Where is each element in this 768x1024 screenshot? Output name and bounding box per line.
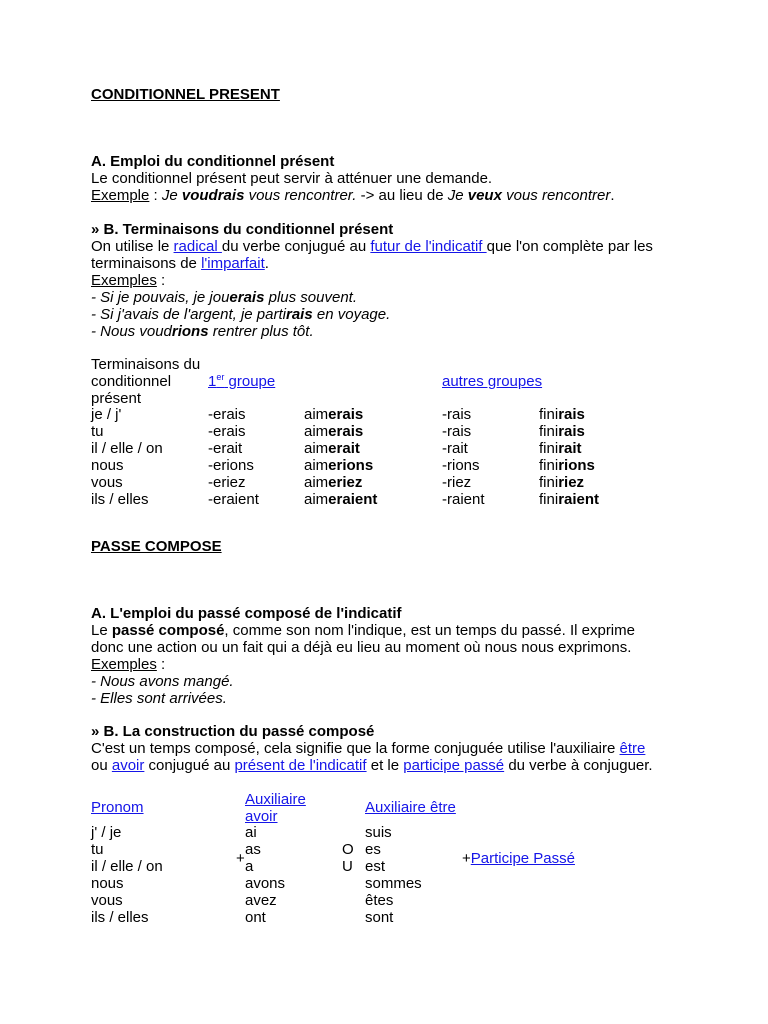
table-cell: vous	[91, 892, 123, 909]
text: :	[156, 272, 166, 289]
text: Auxiliaire	[245, 791, 306, 808]
table-cell: j' / je	[91, 824, 122, 841]
text: rais	[558, 406, 585, 423]
text: - Si je pouvais, je jou	[91, 289, 230, 306]
pronom-link[interactable]: Pronom	[91, 799, 144, 816]
text: 1	[208, 373, 217, 390]
table-cell: ont	[245, 909, 266, 926]
table-cell	[304, 474, 377, 491]
text: aim	[304, 423, 329, 440]
table-cell: -rais	[442, 406, 472, 423]
pronoun-column	[91, 824, 163, 926]
text: .	[610, 187, 615, 204]
table-cell: nous	[91, 457, 124, 474]
table-cell: je / j'	[91, 406, 122, 423]
paragraph	[91, 622, 635, 639]
text: rais	[286, 306, 313, 323]
paragraph	[91, 238, 653, 255]
text: du verbe conjugué au	[221, 238, 371, 255]
example-line: - Nous avons mangé.	[91, 673, 234, 690]
text: vous rencontrer	[501, 187, 611, 204]
text: rions	[171, 323, 209, 340]
pronoun-column	[91, 406, 163, 508]
present-indicatif-link[interactable]: présent de l'indicatif	[234, 757, 367, 774]
text: veux	[467, 187, 502, 204]
text: présent	[91, 390, 142, 407]
table-cell	[304, 491, 377, 508]
text: fini	[539, 423, 559, 440]
table-header-terminaisons	[91, 356, 200, 407]
heading-conditionnel-present: CONDITIONNEL PRESENT	[91, 86, 280, 103]
table-cell	[539, 440, 599, 457]
text: :	[156, 656, 166, 673]
text: fini	[539, 474, 559, 491]
text: raient	[558, 491, 600, 508]
text: U	[342, 858, 353, 875]
text: :	[149, 187, 162, 204]
text: et le	[366, 757, 404, 774]
table-cell: avez	[245, 892, 277, 909]
text: eriez	[328, 474, 363, 491]
examples-label: Exemples	[91, 272, 157, 289]
heading-passe-compose: PASSE COMPOSE	[91, 538, 222, 555]
text: erais	[229, 289, 265, 306]
text: fini	[539, 491, 559, 508]
section-title: » B. Terminaisons du conditionnel présent	[91, 221, 394, 238]
section-a-passe-compose	[91, 605, 635, 707]
text: aim	[304, 491, 329, 508]
table-cell	[304, 440, 377, 457]
table-cell: tu	[91, 423, 104, 440]
autres-groupes-link[interactable]: autres groupes	[442, 373, 543, 390]
example-line	[91, 187, 615, 204]
text: passé composé	[111, 622, 225, 639]
text: rais	[558, 423, 585, 440]
etre-column	[365, 824, 422, 926]
auxiliaire-etre-link[interactable]: Auxiliaire être	[365, 799, 456, 816]
text: que l'on complète par les	[486, 238, 653, 255]
example-line	[91, 323, 653, 340]
ending-group1-column	[208, 406, 259, 508]
text: plus souvent.	[264, 289, 358, 306]
table-cell: il / elle / on	[91, 858, 163, 875]
table-cell: nous	[91, 875, 124, 892]
table-cell: -rais	[442, 423, 472, 440]
text: .	[264, 255, 269, 272]
text: voudrais	[181, 187, 245, 204]
text: aim	[304, 474, 329, 491]
auxiliaire-avoir-link[interactable]	[245, 791, 306, 825]
table-cell	[304, 406, 377, 423]
table-cell	[304, 457, 377, 474]
table-cell: vous	[91, 474, 123, 491]
example-label: Exemple	[91, 187, 150, 204]
table-cell: -erions	[208, 457, 254, 474]
text: On utilise le	[91, 238, 174, 255]
example-line	[91, 306, 653, 323]
text: rentrer plus tôt.	[208, 323, 314, 340]
participe-passe-table-link[interactable]: Participe Passé	[470, 850, 575, 867]
text: O	[342, 841, 354, 858]
etre-link[interactable]: être	[619, 740, 646, 757]
table-cell: a	[245, 858, 254, 875]
text: fini	[539, 440, 559, 457]
text: riez	[558, 474, 585, 491]
paragraph: Le conditionnel présent peut servir à atténuer une demande.	[91, 170, 493, 187]
text: eraient	[328, 491, 378, 508]
premier-groupe-link[interactable]	[208, 373, 275, 390]
text: fini	[539, 406, 559, 423]
table-cell	[539, 474, 599, 491]
avoir-link[interactable]: avoir	[111, 757, 145, 774]
avoir-column	[245, 824, 285, 926]
table-cell: suis	[365, 824, 392, 841]
futur-indicatif-link[interactable]: futur de l'indicatif	[370, 238, 487, 255]
paragraph: donc une action ou un fait qui a déjà eu lieu au moment où nous nous exprimons.	[91, 639, 632, 656]
example-line	[91, 289, 653, 306]
text: conditionnel	[91, 373, 172, 390]
table-cell	[304, 423, 377, 440]
text: Je	[161, 187, 182, 204]
text: -> au lieu de	[356, 187, 448, 204]
text: avoir	[245, 808, 278, 825]
text: erais	[328, 406, 364, 423]
text: er	[216, 372, 225, 382]
text: rions	[558, 457, 595, 474]
text: , comme son nom l'indique, est un temps du passé. Il exprime	[224, 622, 635, 639]
section-title: A. L'emploi du passé composé de l'indicatif	[91, 605, 402, 622]
text: aim	[304, 406, 329, 423]
text: vous rencontrer.	[244, 187, 357, 204]
text: Je	[447, 187, 468, 204]
section-a-conditionnel	[91, 153, 615, 204]
plus-sign: +	[462, 850, 471, 867]
table-cell: as	[245, 841, 261, 858]
table-cell: -erait	[208, 440, 243, 457]
examples-label: Exemples	[91, 656, 157, 673]
text: conjugué au	[144, 757, 235, 774]
paragraph	[91, 757, 653, 774]
text: ou	[91, 757, 112, 774]
example-group1-column	[304, 406, 377, 508]
table-cell: -raient	[442, 491, 485, 508]
text: fini	[539, 457, 559, 474]
text: groupe	[224, 373, 276, 390]
text: Le	[91, 622, 112, 639]
text: aim	[304, 440, 329, 457]
table-cell: -rait	[442, 440, 468, 457]
text: rait	[558, 440, 582, 457]
table-cell: ils / elles	[91, 909, 149, 926]
text: erait	[328, 440, 360, 457]
table-cell: sommes	[365, 875, 422, 892]
paragraph	[91, 740, 653, 757]
table-cell: ils / elles	[91, 491, 149, 508]
table-cell	[539, 457, 599, 474]
section-title: » B. La construction du passé composé	[91, 723, 375, 740]
table-cell: -erais	[208, 423, 246, 440]
section-b-construction	[91, 723, 653, 774]
imparfait-link[interactable]: l'imparfait	[201, 255, 265, 272]
text: en voyage.	[312, 306, 391, 323]
paragraph	[91, 255, 653, 272]
example-group2-column	[539, 406, 599, 508]
text: aim	[304, 457, 329, 474]
table-cell: avons	[245, 875, 286, 892]
example-line: - Elles sont arrivées.	[91, 690, 227, 707]
table-cell: ai	[245, 824, 257, 841]
table-cell	[539, 491, 599, 508]
plus-sign: +	[236, 850, 245, 867]
text: C'est un temps composé, cela signifie que la forme conjuguée utilise l'auxiliaire	[91, 740, 620, 757]
table-cell: -eriez	[208, 474, 246, 491]
table-cell	[539, 423, 599, 440]
ending-group2-column	[442, 406, 485, 508]
table-cell: -eraient	[208, 491, 259, 508]
section-b-terminaisons	[91, 221, 653, 340]
section-title: A. Emploi du conditionnel présent	[91, 153, 335, 170]
table-cell: sont	[365, 909, 394, 926]
text: - Si j'avais de l'argent, je parti	[91, 306, 286, 323]
table-cell: -rions	[442, 457, 480, 474]
text: erions	[328, 457, 374, 474]
participe-passe-link[interactable]: participe passé	[403, 757, 505, 774]
table-cell: tu	[91, 841, 104, 858]
ou-separator	[342, 841, 354, 875]
table-cell: -riez	[442, 474, 472, 491]
text: - Nous voud	[91, 323, 172, 340]
participe-passe-cell	[462, 850, 575, 867]
table-cell: -erais	[208, 406, 246, 423]
examples-label-line	[91, 272, 653, 289]
table-cell: êtes	[365, 892, 394, 909]
table-cell: il / elle / on	[91, 440, 163, 457]
text: du verbe à conjuguer.	[504, 757, 653, 774]
table-cell: es	[365, 841, 381, 858]
radical-link[interactable]: radical	[173, 238, 222, 255]
text: erais	[328, 423, 364, 440]
examples-label-line	[91, 656, 635, 673]
table-cell	[539, 406, 599, 423]
text: terminaisons de	[91, 255, 202, 272]
text: Terminaisons du	[91, 356, 201, 373]
table-cell: est	[365, 858, 386, 875]
